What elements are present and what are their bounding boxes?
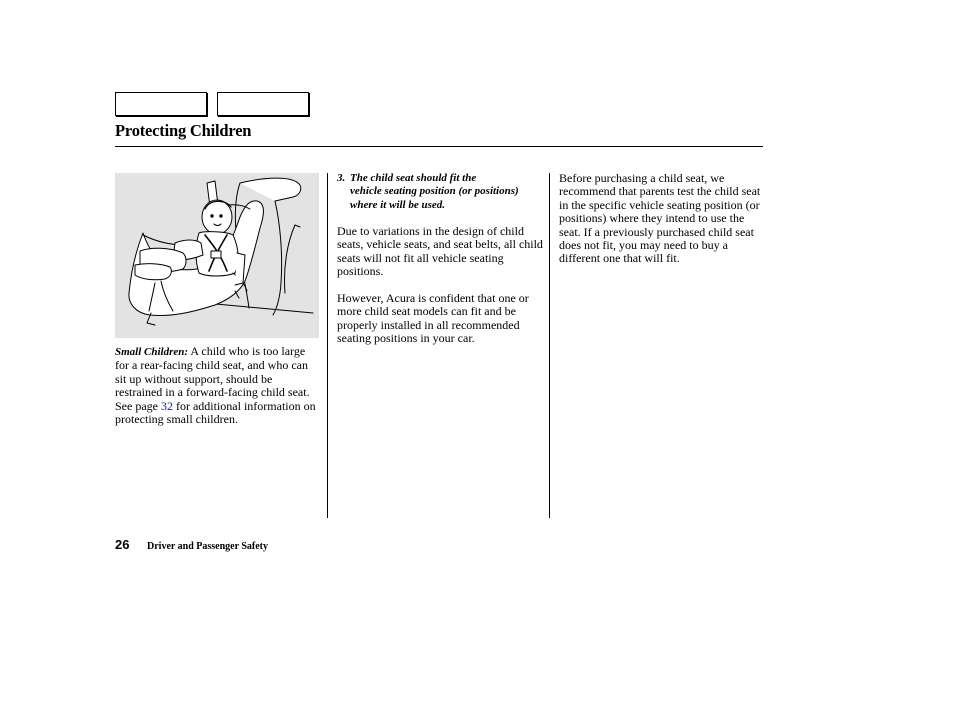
acura-confident-text: However, Acura is confident that one or more child seat models can fit and be properly installed in all recommended seating positions in your car. — [337, 291, 529, 346]
nav-tab-box-2[interactable] — [217, 92, 309, 116]
acura-confident-paragraph — [337, 292, 547, 346]
small-children-text-2: for additional information on protecting small children. — [115, 398, 316, 427]
heading-rest: vehicle seating position (or positions) where it will be used. — [350, 185, 519, 211]
footer-section-name: Driver and Passenger Safety — [147, 541, 269, 552]
before-purchasing-paragraph — [559, 172, 765, 266]
before-purchasing-text: Before purchasing a child seat, we recommend that parents test the child seat in the specific vehicle seating position (or positions) where they intend to use the seat. If a previously purchased child seat does not fit, you may need to buy a different one that will fit. — [559, 171, 761, 266]
design-variations-paragraph — [337, 225, 547, 279]
page-title: Protecting Children — [115, 121, 252, 140]
heading-number: 3. — [337, 172, 346, 184]
design-variations-text: Due to variations in the design of child seats, vehicle seats, and seat belts, all child seats will not fit all vehicle seating positions. — [337, 224, 543, 279]
small-children-lead: Small Children: — [115, 346, 189, 358]
nav-tab-box-1[interactable] — [115, 92, 207, 116]
child-seat-illustration — [115, 173, 319, 338]
page-number: 26 — [115, 537, 130, 552]
page-32-link[interactable]: 32 — [160, 398, 173, 413]
column-divider-2 — [549, 173, 550, 518]
small-children-paragraph — [115, 345, 321, 426]
title-rule — [115, 146, 763, 147]
column-divider-1 — [327, 173, 328, 518]
child-seat-fit-heading — [337, 172, 547, 212]
heading-line-1: The child seat should fit the — [350, 172, 477, 184]
small-children-text-1: A child who is too large for a rear-facing child seat, and who can sit up without support, should be restrained in a forward-facing child seat. See page — [115, 344, 310, 413]
